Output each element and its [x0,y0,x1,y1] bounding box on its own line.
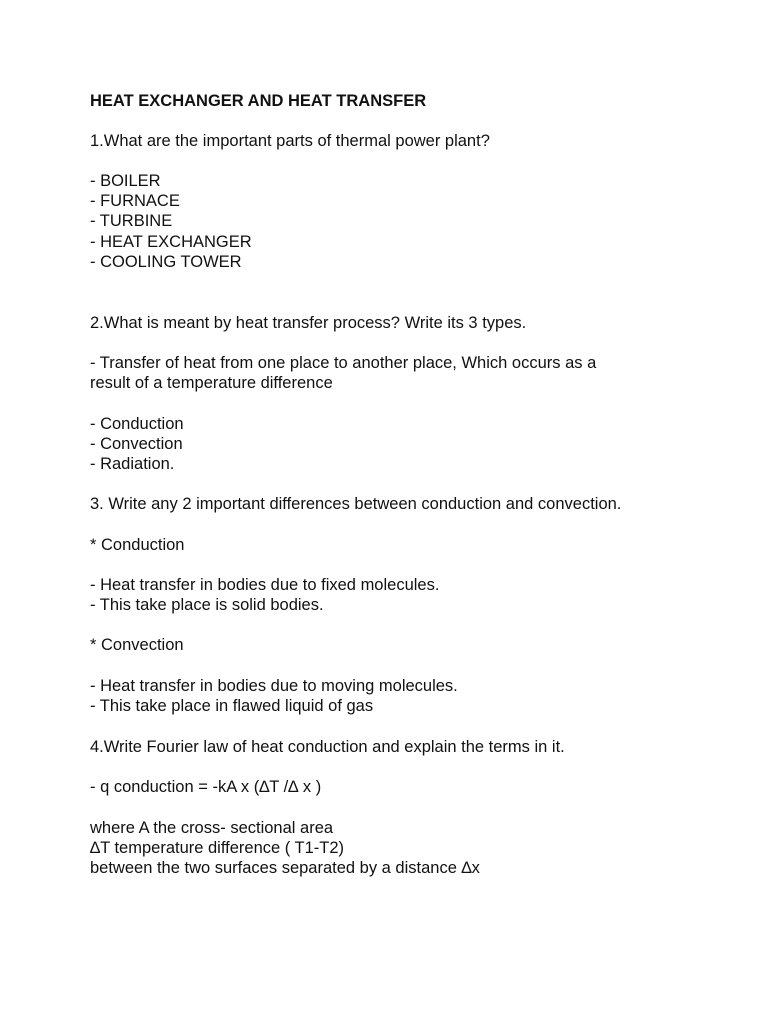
question-2: 2.What is meant by heat transfer process? Write its 3 types. [90,314,527,332]
conduction-point-2: - This take place is solid bodies. [90,596,324,614]
document-title: HEAT EXCHANGER AND HEAT TRANSFER [90,92,427,110]
type-convection: - Convection [90,435,183,453]
answer-furnace: - FURNACE [90,192,180,210]
answer-cooling-tower: - COOLING TOWER [90,253,242,271]
type-radiation: - Radiation. [90,455,175,473]
answer-boiler: - BOILER [90,172,161,190]
explanation-line-1: where A the cross- sectional area [90,819,334,837]
fourier-formula: - q conduction = -kA x (∆T /∆ x ) [90,778,322,796]
question-4: 4.Write Fourier law of heat conduction and explain the terms in it. [90,738,565,756]
question-1: 1.What are the important parts of thermal power plant? [90,132,490,150]
answer-heat-exchanger: - HEAT EXCHANGER [90,233,252,251]
explanation-line-2: ∆T temperature difference ( T1-T2) [90,839,345,857]
conduction-heading: * Conduction [90,536,185,554]
convection-point-2: - This take place in flawed liquid of gas [90,697,374,715]
definition-line-1: - Transfer of heat from one place to another place, Which occurs as a [90,354,597,372]
question-3: 3. Write any 2 important differences between conduction and convection. [90,495,622,513]
explanation-line-3: between the two surfaces separated by a distance ∆x [90,859,480,877]
definition-line-2: result of a temperature difference [90,374,333,392]
convection-point-1: - Heat transfer in bodies due to moving molecules. [90,677,458,695]
type-conduction: - Conduction [90,415,184,433]
answer-turbine: - TURBINE [90,212,173,230]
conduction-point-1: - Heat transfer in bodies due to fixed molecules. [90,576,440,594]
convection-heading: * Convection [90,636,184,654]
